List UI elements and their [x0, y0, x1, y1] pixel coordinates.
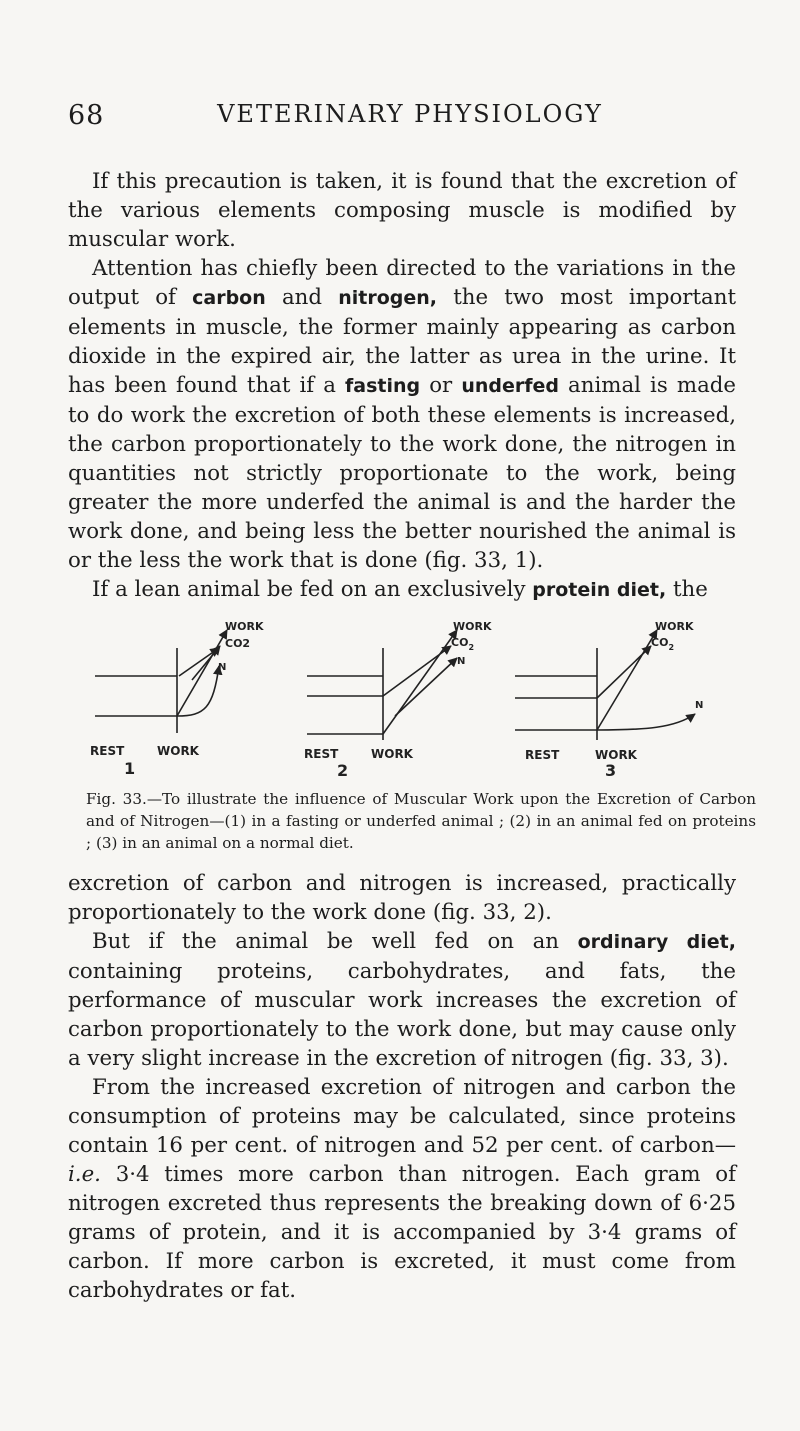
panel-1-n-label: N: [218, 662, 227, 673]
bold-term-nitrogen: nitrogen,: [338, 287, 438, 309]
panel-2-rest-label: REST: [304, 747, 339, 761]
text-run: Attention has chiefly been directed to the variations in the output of: [68, 256, 736, 310]
panel-1-co2-label: CO2: [225, 637, 251, 650]
panel-3-co2-subscript: 2: [668, 643, 675, 652]
panel-2-co2-label: [451, 636, 474, 652]
panel-1-work-label: WORK: [157, 744, 199, 758]
bold-term-underfed: underfed: [461, 375, 559, 397]
paragraph-ordinary-diet: [68, 927, 736, 1073]
text-run: 3·4 times more carbon than nitrogen. Each gram of nitrogen excreted thus represents the breaking down of 6·25 grams of protein, and it is accompanied by 3·4 grams of carbon. If more carbon is excreted, it must come from carbohydrates or fat.: [68, 1162, 736, 1303]
figure-caption: [86, 788, 756, 854]
paragraph-lean-animal: [68, 575, 736, 605]
paragraph-continued: excretion of carbon and nitrogen is increased, practically proportionately to the work done (fig. 33, 2).: [68, 871, 736, 925]
panel-3-n-label: N: [695, 700, 704, 711]
text-block-bottom: [68, 869, 736, 1305]
panel-2-n-label: N: [457, 656, 466, 667]
panel-2-co2-subscript: 2: [468, 643, 475, 652]
panel-1-number: 1: [124, 759, 136, 778]
paragraph-attention: [68, 254, 736, 575]
figure-33-diagrams: [85, 618, 745, 778]
caption-text: —To illustrate the influence of Muscular Work upon the Excretion of Carbon and of Nitrogen—(1) in a fasting or underfed animal ; (2) in an animal fed on proteins ; (3) in an animal on a normal diet.: [86, 790, 757, 852]
text-run: or: [420, 373, 462, 398]
panel-2-number: 2: [337, 761, 349, 778]
text-run: the: [666, 577, 708, 602]
text-block-top: [68, 167, 736, 605]
panel-2-work-arrow-label: WORK: [453, 620, 492, 633]
panel-2-work-label: WORK: [371, 747, 413, 761]
panel-3-work-arrow-label: WORK: [655, 620, 694, 633]
panel-3-co2-label: [651, 636, 674, 652]
panel-2-lines: [307, 630, 457, 740]
figure-33: [85, 618, 745, 778]
page-header: [0, 100, 800, 140]
italic-ie: i.e.: [68, 1162, 101, 1187]
text-run: the two most important elements in muscle, the former mainly appearing as carbon dioxide in the expired air, the latter as urea in the urine. It has been found that if a: [68, 285, 736, 398]
caption-label: Fig. 33.: [86, 790, 147, 808]
paragraph-precaution: If this precaution is taken, it is found that the excretion of the various elements composing muscle is modified by muscular work.: [68, 169, 736, 252]
panel-3-number: 3: [605, 761, 617, 778]
text-run: animal is made to do work the excretion of both these elements is increased, the carbon proportionately to the work done, the nitrogen in quantities not strictly proportionate to the work, being greater the more underfed the animal is and the harder the work done, and being less the better nourished the animal is or the less the work that is done (fig. 33, 1).: [68, 373, 736, 573]
panel-1-lines: [95, 630, 227, 733]
text-run: If a lean animal be fed on an exclusively: [92, 577, 533, 602]
panel-3-co-text: CO: [651, 636, 669, 649]
paragraph-consumption: [68, 1073, 736, 1305]
panel-3-work-label: WORK: [595, 748, 637, 762]
bold-term-carbon: carbon: [192, 287, 266, 309]
panel-1-work-arrow-label: WORK: [225, 620, 264, 633]
text-run: But if the animal be well fed on an: [92, 929, 578, 954]
bold-term-fasting: fasting: [345, 375, 421, 397]
text-run: From the increased excretion of nitrogen and carbon the consumption of proteins may be calculated, since proteins contain 16 per cent. of nitrogen and 52 per cent. of carbon—: [68, 1075, 736, 1158]
panel-1-rest-label: REST: [90, 744, 125, 758]
page-number: 68: [68, 100, 105, 131]
text-run: and: [265, 285, 339, 310]
panel-3-rest-label: REST: [525, 748, 560, 762]
running-head: VETERINARY PHYSIOLOGY: [217, 100, 603, 128]
panel-2-co-text: CO: [451, 636, 469, 649]
text-run: containing proteins, carbohydrates, and fats, the performance of muscular work increases the excretion of carbon proportionately to the work done, but may cause only a very slight increase in the excretion of nitrogen (fig. 33, 3).: [68, 959, 736, 1071]
bold-term-protein-diet: protein diet,: [532, 579, 667, 601]
bold-term-ordinary-diet: ordinary diet,: [577, 931, 736, 953]
